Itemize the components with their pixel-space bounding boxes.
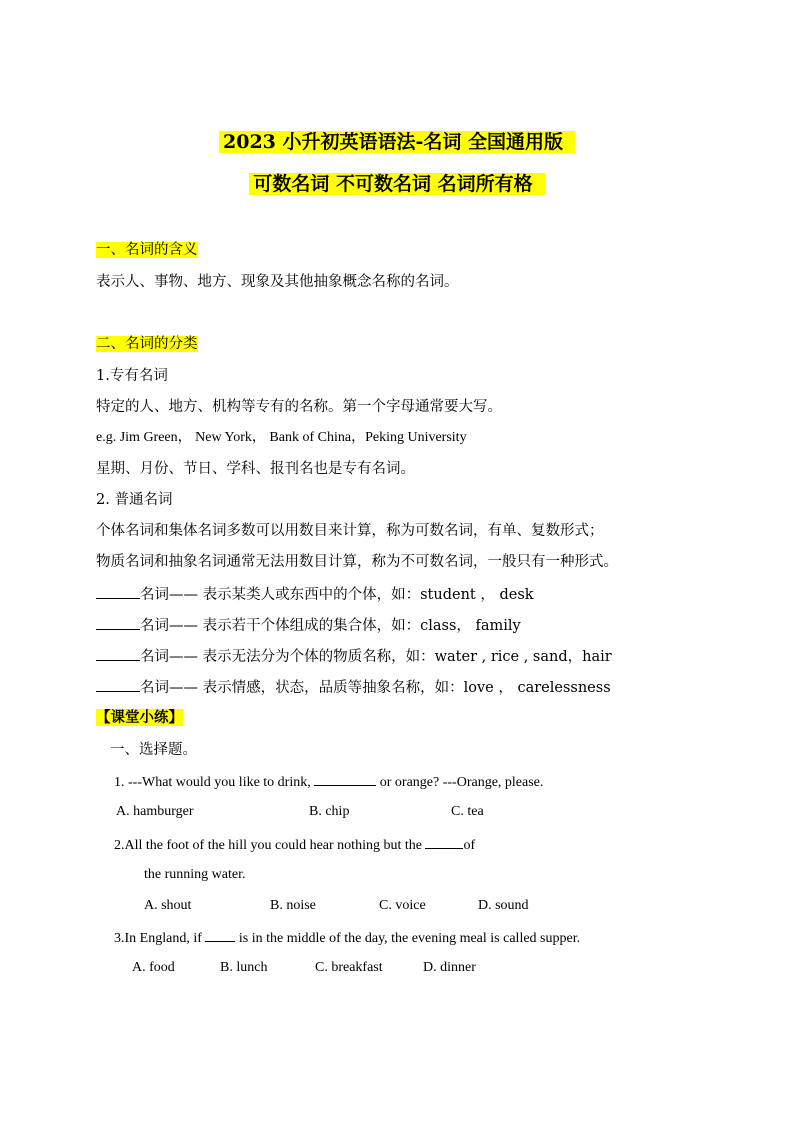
question-3-post: is in the middle of the day, the evening meal is called supper. [235, 931, 581, 946]
practice-heading-text: 【课堂小练】 [96, 709, 183, 726]
title-line1-text: 2023 小升初英语语法-名词 全国通用版 [219, 131, 575, 153]
section1-text: 表示人、事物、地方、现象及其他抽象概念名称的名词。 [96, 274, 459, 290]
section2-heading [96, 334, 198, 354]
noun-type-desc: 名词—— 表示某类人或东西中的个体，如：student ， desk [140, 587, 534, 603]
proper-noun-desc: 特定的人、地方、机构等专有的名称。第一个字母通常要大写。 [96, 399, 502, 415]
q1-option-a[interactable]: A. hamburger [116, 804, 194, 819]
question-3-pre: 3.In England, if [114, 931, 206, 946]
noun-type-row-3 [96, 646, 612, 667]
title-line2-text: 可数名词 不可数名词 名词所有格 [249, 173, 544, 195]
practice-subheading: 一、选择题。 [110, 742, 197, 758]
q3-option-b[interactable]: B. lunch [220, 960, 268, 975]
noun-type-row-1 [96, 584, 534, 605]
question-1 [114, 771, 543, 793]
section1-heading-text: 一、名词的含义 [96, 242, 198, 258]
document-title-line2 [0, 170, 794, 198]
common-noun-desc2: 物质名词和抽象名词通常无法用数目计算，称为不可数名词，一般只有一种形式。 [96, 554, 618, 570]
q2-option-d[interactable]: D. sound [478, 898, 529, 913]
q3-option-c[interactable]: C. breakfast [315, 960, 383, 975]
practice-heading [96, 708, 183, 728]
fill-blank[interactable] [96, 677, 140, 692]
q2-option-b[interactable]: B. noise [270, 898, 316, 913]
fill-blank[interactable] [96, 615, 140, 630]
q3-option-a[interactable]: A. food [132, 960, 175, 975]
question-2 [114, 834, 475, 856]
q2-option-a[interactable]: A. shout [144, 898, 192, 913]
section1-heading [96, 240, 198, 260]
question-1-pre: 1. ---What would you like to drink, [114, 775, 315, 790]
answer-blank[interactable] [205, 927, 235, 942]
noun-type-desc: 名词—— 表示若干个体组成的集合体，如：class， family [140, 618, 521, 634]
common-noun-label: 2. 普通名词 [96, 492, 173, 508]
question-2-pre: 2.All the foot of the hill you could hear nothing but the [114, 838, 426, 853]
proper-noun-example: e.g. Jim Green， New York， Bank of China，Peking University [96, 430, 467, 445]
question-2-cont: the running water. [144, 867, 246, 882]
q1-option-b[interactable]: B. chip [309, 804, 350, 819]
noun-type-desc: 名词—— 表示情感，状态，品质等抽象名称，如：love ， carelessness [140, 680, 611, 696]
q1-option-c[interactable]: C. tea [451, 804, 484, 819]
common-noun-desc1: 个体名词和集体名词多数可以用数目来计算，称为可数名词，有单、复数形式； [96, 523, 604, 539]
fill-blank[interactable] [96, 584, 140, 599]
noun-type-desc: 名词—— 表示无法分为个体的物质名称，如：water , rice , sand，hair [140, 649, 612, 665]
q2-option-c[interactable]: C. voice [379, 898, 426, 913]
document-title-line1 [0, 128, 794, 156]
noun-type-row-4 [96, 677, 611, 698]
proper-noun-label: 1.专有名词 [96, 368, 168, 384]
q3-option-d[interactable]: D. dinner [423, 960, 476, 975]
proper-noun-note: 星期、月份、节日、学科、报刊名也是专有名词。 [96, 461, 415, 477]
answer-blank[interactable] [314, 771, 376, 786]
section2-heading-text: 二、名词的分类 [96, 336, 198, 352]
question-2-post: of [463, 838, 476, 853]
fill-blank[interactable] [96, 646, 140, 661]
answer-blank[interactable] [425, 834, 463, 849]
question-1-post: or orange? ---Orange, please. [376, 775, 544, 790]
noun-type-row-2 [96, 615, 521, 636]
question-3 [114, 927, 580, 949]
